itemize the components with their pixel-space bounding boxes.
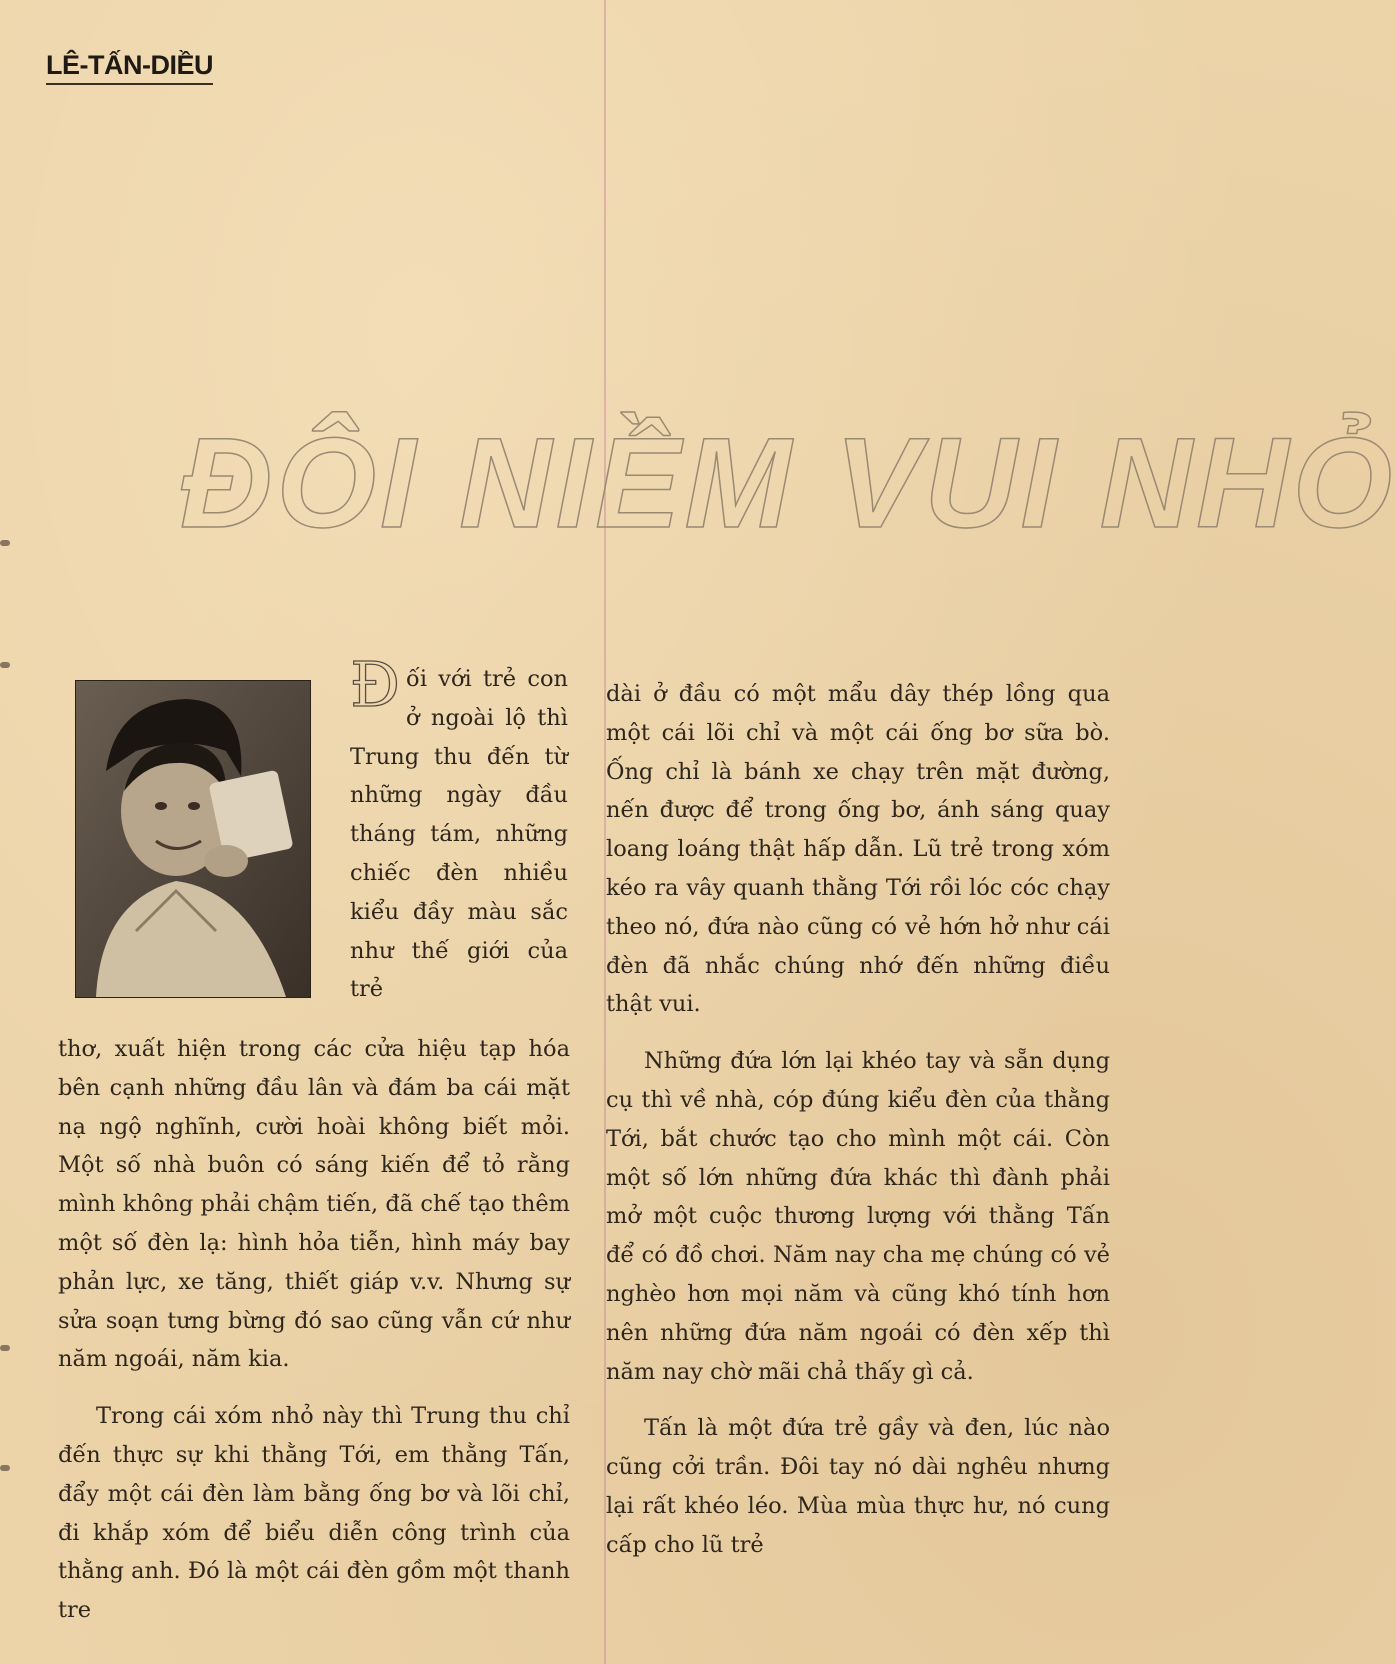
intro-text: ối với trẻ con ở ngoài lộ thì Trung thu đến từ những ngày đầu tháng tám, những chiếc đèn nhiều kiểu đầy màu sắc như thế giới của trẻ <box>350 666 568 1003</box>
article-title: ĐÔI NIỀM VUI NHỎ <box>180 412 1396 555</box>
binding-hole <box>0 662 10 668</box>
drop-cap: Đ <box>350 648 401 721</box>
right-column-body <box>606 675 1110 1565</box>
author-name: LÊ-TẤN-DIỀU <box>46 50 213 85</box>
paragraph: thơ, xuất hiện trong các cửa hiệu tạp hóa bên cạnh những đầu lân và đám ba cái mặt nạ ngộ nghĩnh, cười hoài không biết mỏi. Một số nhà buôn có sáng kiến để tỏ rằng mình không phải chậm tiến, đã chế tạo thêm một số đèn lạ: hình hỏa tiễn, hình máy bay phản lực, xe tăng, thiết giáp v.v. Nhưng sự sửa soạn tưng bừng đó sao cũng vẫn cứ như năm ngoái, năm kia. <box>58 1036 570 1373</box>
paragraph: Những đứa lớn lại khéo tay và sẵn dụng cụ thì về nhà, cóp đúng kiểu đèn của thằng Tới, bắt chước tạo cho mình một cái. Còn một số lớn những đứa khác thì đành phải mở một cuộc thương lượng với thằng Tấn để có đồ chơi. Năm nay cha mẹ chúng có vẻ nghèo hơn mọi năm và cũng khó tính hơn nên những đứa năm ngoái có đèn xếp thì năm nay chờ mãi chả thấy gì cả. <box>606 1048 1110 1385</box>
paragraph: Trong cái xóm nhỏ này thì Trung thu chỉ đến thực sự khi thằng Tới, em thằng Tấn, đẩy một cái đèn làm bằng ống bơ và lõi chỉ, đi khắp xóm để biểu diễn công trình của thằng anh. Đó là một cái đèn gồm một thanh tre <box>58 1403 570 1624</box>
binding-hole <box>0 1345 10 1351</box>
left-column-body <box>58 1030 570 1630</box>
left-column-intro <box>350 648 568 1009</box>
child-photo <box>75 680 311 998</box>
binding-hole <box>0 1465 10 1471</box>
paragraph: Tấn là một đứa trẻ gầy và đen, lúc nào cũng cởi trần. Đôi tay nó dài nghêu nhưng lại rất khéo léo. Mùa mùa thực hư, nó cung cấp cho lũ trẻ <box>606 1415 1110 1558</box>
paragraph: dài ở đầu có một mẩu dây thép lồng qua một cái lõi chỉ và một cái ống bơ sữa bò. Ống chỉ là bánh xe chạy trên mặt đường, nến được để trong ống bơ, ánh sáng quay loang loáng thật hấp dẫn. Lũ trẻ trong xóm kéo ra vây quanh thằng Tới rồi lóc cóc chạy theo nó, đứa nào cũng có vẻ hớn hở như cái đèn đã nhắc chúng nhớ đến những điều thật vui. <box>606 681 1110 1018</box>
binding-hole <box>0 540 10 546</box>
child-photo-illustration <box>76 681 310 997</box>
